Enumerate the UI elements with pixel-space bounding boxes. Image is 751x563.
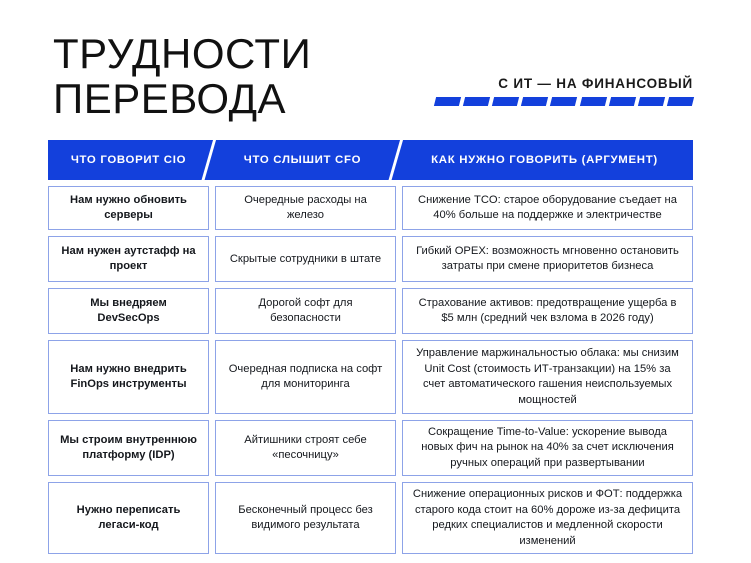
table-body — [48, 186, 693, 554]
cell-argument: Страхование активов: предотвращение ущерба в $5 млн (средний чек взлома в 2026 году) — [402, 288, 693, 334]
cell-cfo: Бесконечный процесс без видимого результата — [215, 482, 396, 554]
dash-segment — [638, 97, 665, 106]
cell-argument: Снижение TCO: старое оборудование съедает на 40% больше на поддержке и электричестве — [402, 186, 693, 230]
page-subtitle: С ИТ — НА ФИНАНСОВЫЙ — [498, 76, 693, 91]
dashed-accent-bar — [435, 97, 693, 106]
slide-header — [0, 0, 751, 132]
cell-cio: Мы внедряем DevSecOps — [48, 288, 209, 334]
dash-segment — [550, 97, 577, 106]
dash-segment — [492, 97, 519, 106]
cell-cio: Нам нужен аутстафф на проект — [48, 236, 209, 282]
table-row — [48, 236, 693, 282]
comparison-table — [48, 140, 693, 560]
dash-segment — [579, 97, 606, 106]
cell-cfo: Айтишники строят себе «песочницу» — [215, 420, 396, 476]
table-header-row — [48, 140, 693, 180]
dash-segment — [434, 97, 461, 106]
table-row — [48, 420, 693, 476]
cell-cfo: Дорогой софт для безопасности — [215, 288, 396, 334]
cell-cio: Нам нужно внедрить FinOps инструменты — [48, 340, 209, 414]
column-header-cio: ЧТО ГОВОРИТ CIO — [70, 154, 187, 166]
table-row — [48, 186, 693, 230]
dash-segment — [609, 97, 636, 106]
dash-segment — [521, 97, 548, 106]
cell-cfo: Очередная подписка на софт для мониторинга — [215, 340, 396, 414]
column-header-argument: КАК НУЖНО ГОВОРИТЬ (АРГУМЕНТ) — [431, 154, 658, 166]
cell-argument: Снижение операционных рисков и ФОТ: поддержка старого кода стоит на 60% дороже из-за дефицита редких специалистов и медленной скорости изменений — [402, 482, 693, 554]
dash-segment — [463, 97, 490, 106]
cell-argument: Гибкий OPEX: возможность мгновенно остановить затраты при смене приоритетов бизнеса — [402, 236, 693, 282]
dash-segment — [667, 97, 694, 106]
column-header-cfo: ЧТО СЛЫШИТ CFO — [243, 154, 362, 166]
cell-cfo: Скрытые сотрудники в штате — [215, 236, 396, 282]
table-row — [48, 288, 693, 334]
subtitle-block — [435, 76, 693, 106]
cell-argument: Сокращение Time-to-Value: ускорение вывода новых фич на рынок на 40% за счет исключения ручных операций при развертывании — [402, 420, 693, 476]
page-title: ТРУДНОСТИ ПЕРЕВОДА — [53, 30, 312, 122]
cell-cio: Нам нужно обновить серверы — [48, 186, 209, 230]
cell-cio: Нужно переписать легаси-код — [48, 482, 209, 554]
table-row — [48, 340, 693, 414]
table-row — [48, 482, 693, 554]
cell-cio: Мы строим внутреннюю платформу (IDP) — [48, 420, 209, 476]
cell-argument: Управление маржинальностью облака: мы снизим Unit Cost (стоимость ИТ-транзакции) на 15% за счет автоматического гашения неиспользуемых мощностей — [402, 340, 693, 414]
cell-cfo: Очередные расходы на железо — [215, 186, 396, 230]
